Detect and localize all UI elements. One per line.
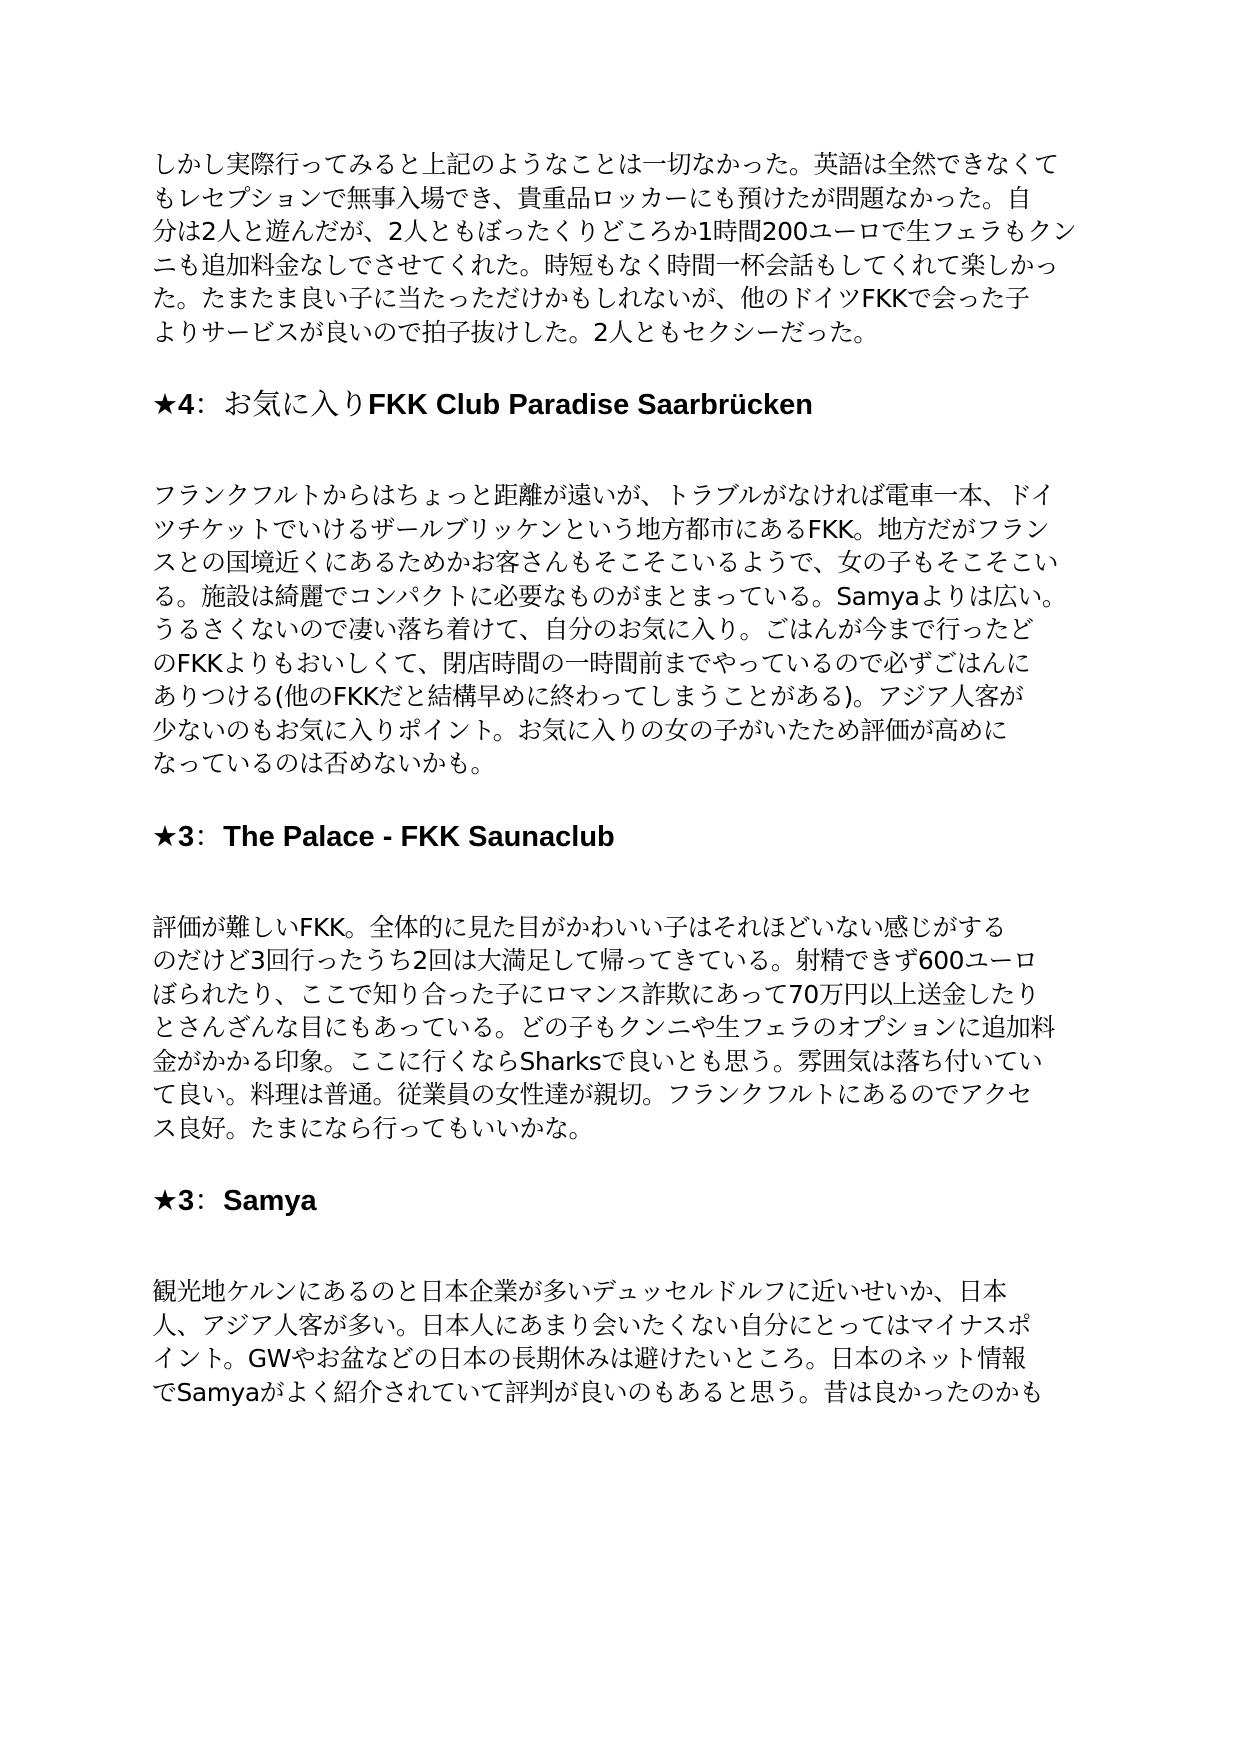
paragraph-line: 観光地ケルンにあるのと日本企業が多いデュッセルドルフに近いせいか、日本: [152, 1277, 1007, 1306]
document-page: [152, 148, 1097, 1409]
heading-title: FKK Club Paradise Saarbrücken: [368, 389, 813, 421]
body-paragraph: [152, 1275, 1097, 1409]
paragraph-line: のFKKよりもおいしくて、閉店時間の一時間前までやっているので必ずごはんに: [152, 648, 1031, 678]
heading-separator: ：: [194, 1185, 224, 1217]
paragraph-line: のだけど3回行ったうち2回は大満足して帰ってきている。射精できず600ユーロ: [152, 946, 1038, 975]
paragraph-line: ス良好。たまになら行ってもいいかな。: [152, 1113, 594, 1143]
body-paragraph: [152, 911, 1097, 1146]
section-heading: [152, 1183, 1097, 1219]
paragraph-line: スとの国境近くにあるためかお客さんもそこそこいるようで、女の子もそこそこい: [152, 548, 1059, 577]
star-icon: ★: [152, 1185, 178, 1217]
paragraph-line: とさんざんな目にもあっている。どの子もクンニや生フェラのオプションに追加料: [152, 1013, 1055, 1042]
paragraph-line: ありつける(他のFKKだと結構早めに終わってしまうことがある)。アジア人客が: [152, 682, 1024, 711]
paragraph-line: 分は2人と遊んだが、2人ともぼったくりどころか1時間200ユーロで生フェラもクン: [152, 217, 1077, 246]
heading-separator: ：: [194, 820, 224, 853]
paragraph-line: ニも追加料金なしでさせてくれた。時短もなく時間一杯会話もしてくれて楽しかっ: [152, 250, 1059, 280]
paragraph-line: 金がかかる印象。ここに行くならSharksで良いとも思う。雰囲気は落ち付いてい: [152, 1046, 1043, 1076]
heading-title-jp: お気に入り: [223, 389, 369, 421]
paragraph-line: た。たまたま良い子に当たっただけかもしれないが、他のドイツFKKで会った子: [152, 284, 1030, 313]
paragraph-line: よりサービスが良いので拍子抜けした。2人ともセクシーだった。: [152, 317, 878, 347]
heading-title: The Palace - FKK Saunaclub: [223, 820, 615, 853]
paragraph-line: うるさくないので凄い落ち着けて、自分のお気に入り。ごはんが今まで行ったど: [152, 615, 1034, 644]
paragraph-line: 人、アジア人客が多い。日本人にあまり会いたくない自分にとってはマイナスポ: [152, 1310, 1032, 1340]
paragraph-line: イント。GWやお盆などの日本の長期休みは避けたいところ。日本のネット情報: [152, 1344, 1026, 1373]
paragraph-line: て良い。料理は普通。従業員の女性達が親切。フランクフルトにあるのでアクセ: [152, 1080, 1032, 1109]
paragraph-line: でSamyaがよく紹介されていて評判が良いのもあると思う。昔は良かったのかも: [152, 1377, 1044, 1407]
section-heading: [152, 819, 1097, 855]
paragraph-line: フランクフルトからはちょっと距離が遠いが、トラブルがなければ電車一本、ドイ: [152, 481, 1055, 510]
heading-title: Samya: [223, 1185, 317, 1217]
paragraph-line: ツチケットでいけるザールブリッケンという地方都市にあるFKK。地方だがフラン: [152, 514, 1050, 544]
rating-number: 4: [178, 389, 195, 421]
rating-number: 3: [178, 1185, 195, 1217]
star-icon: ★: [152, 389, 178, 421]
body-paragraph: [152, 148, 1097, 349]
paragraph-line: ぼられたり、ここで知り合った子にロマンス詐欺にあって70万円以上送金したり: [152, 979, 1040, 1009]
paragraph-line: 少ないのもお気に入りポイント。お気に入りの女の子がいたため評価が高めに: [152, 715, 1008, 745]
paragraph-line: しかし実際行ってみると上記のようなことは一切なかった。英語は全然できなくて: [152, 150, 1059, 179]
section-heading: [152, 387, 1097, 423]
star-icon: ★: [152, 820, 178, 853]
heading-separator: ：: [194, 389, 224, 421]
rating-number: 3: [178, 820, 195, 853]
body-paragraph: [152, 479, 1097, 781]
paragraph-line: もレセプションで無事入場でき、貴重品ロッカーにも預けたが問題なかった。自: [152, 183, 1032, 213]
paragraph-line: なっているのは否めないかも。: [152, 749, 496, 778]
paragraph-line: る。施設は綺麗でコンパクトに必要なものがまとまっている。Samyaよりは広い。: [152, 581, 1067, 611]
paragraph-line: 評価が難しいFKK。全体的に見た目がかわいい子はそれほどいない感じがする: [152, 912, 1007, 942]
